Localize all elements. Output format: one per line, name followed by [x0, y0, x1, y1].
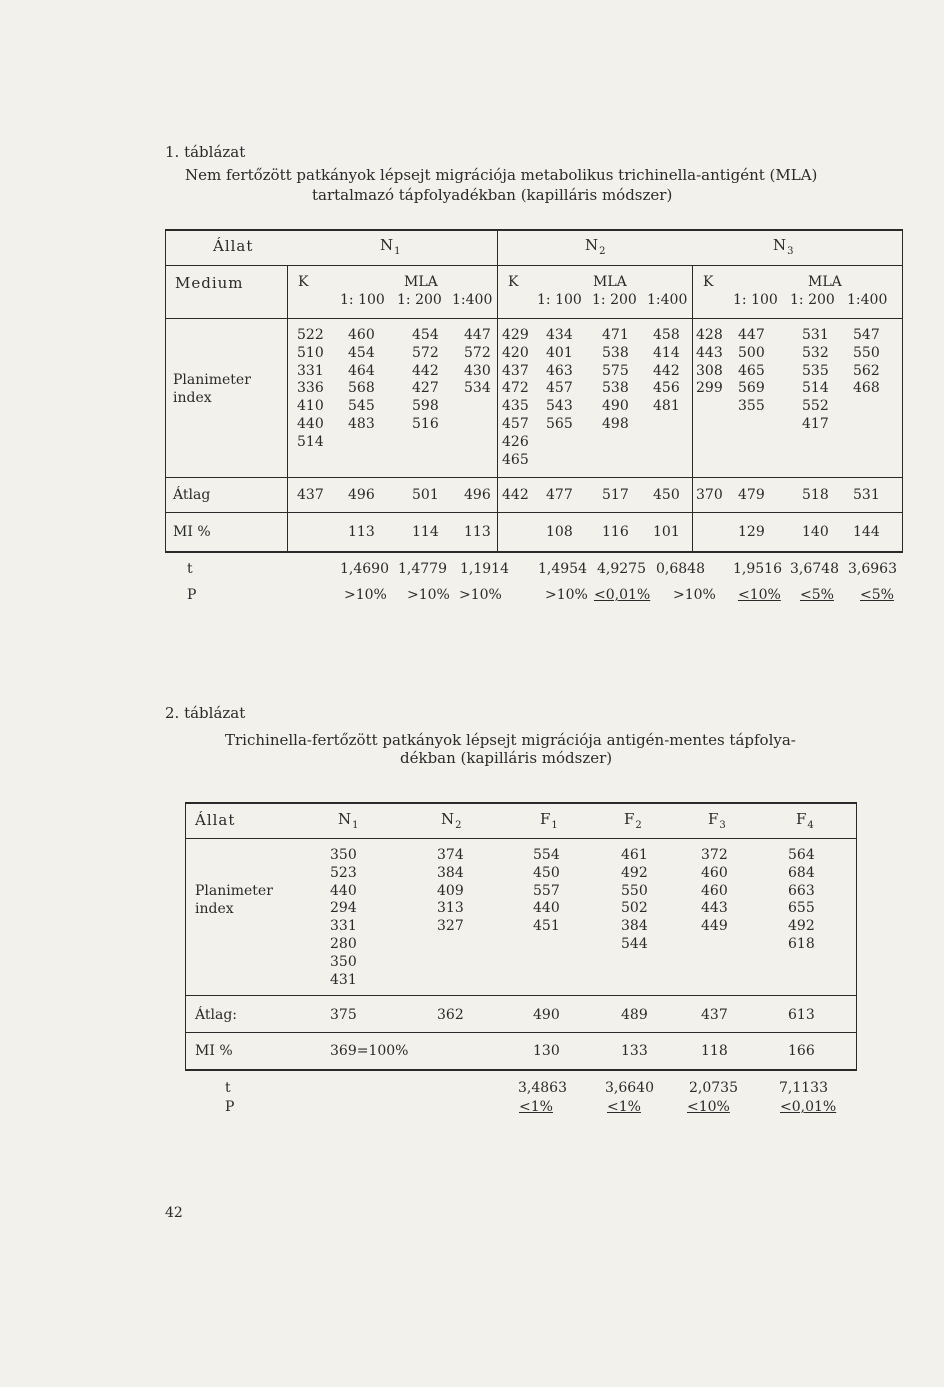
table1-t-cell: 3,6963 — [848, 561, 897, 577]
table2-left-border — [185, 802, 186, 1070]
table-cell: 280 — [330, 935, 357, 952]
table1-p-label: P — [187, 587, 197, 603]
table1-p-cell: >10% — [459, 587, 502, 603]
table1-dilution: 1: 200 — [790, 292, 835, 308]
table2-mi-label: MI % — [195, 1043, 233, 1059]
table1-mi-cell: 140 — [802, 524, 829, 540]
table1-t-cell: 0,6848 — [656, 561, 705, 577]
table-cell: 562 — [853, 362, 880, 379]
table-cell: 454 — [348, 344, 375, 361]
table-cell: 336 — [297, 380, 324, 397]
table-cell: 434 — [546, 327, 573, 343]
table2-row-label: index — [195, 901, 234, 917]
table1-atlag-cell: 501 — [412, 487, 439, 503]
table-cell: 384 — [437, 864, 464, 881]
table1-right-border — [902, 229, 903, 553]
table1-dilution: 1:400 — [452, 292, 493, 308]
table1-top-border — [165, 229, 903, 231]
table1-data-column — [546, 327, 573, 434]
table-cell: 431 — [330, 971, 357, 988]
table-cell: 564 — [788, 847, 815, 863]
table1-col-divider — [497, 229, 498, 553]
table2-atlag-cell: 437 — [701, 1007, 728, 1023]
table2-mi-cell: 130 — [533, 1043, 560, 1059]
table2-data-column — [701, 847, 728, 936]
table2-atlag-cell: 613 — [788, 1007, 815, 1023]
table-cell: 410 — [297, 398, 324, 415]
table-cell: 663 — [788, 882, 815, 899]
table2-group-header: $N_1$ — [338, 810, 360, 831]
table-cell: 544 — [621, 935, 648, 952]
table-cell: 492 — [788, 918, 815, 935]
table1-data-column — [602, 327, 629, 434]
table1-mla-header: MLA — [808, 274, 842, 290]
table2-title-line1: Trichinella-fertőzött patkányok lépsejt migrációja antigén-mentes tápfolya- — [225, 731, 796, 749]
table1-p-cell: >10% — [673, 587, 716, 603]
table2-p-cell: <1% — [607, 1099, 641, 1115]
table-cell: 372 — [701, 847, 728, 863]
table1-mla-header: MLA — [593, 274, 627, 290]
table-cell: 327 — [437, 918, 464, 935]
table1-atlag-cell: 517 — [602, 487, 629, 503]
table-cell: 313 — [437, 900, 464, 917]
table1-atlag-cell: 437 — [297, 487, 324, 503]
table1-medium-header: Medium — [175, 274, 244, 292]
table1-title-line1: Nem fertőzött patkányok lépsejt migrációja metabolikus trichinella-antigént (MLA) — [185, 166, 818, 184]
table-cell: 492 — [621, 864, 648, 881]
table1-mi-cell: 144 — [853, 524, 880, 540]
table1-row-label: Planimeter — [173, 372, 251, 388]
table2-mi-cell: 118 — [701, 1043, 728, 1059]
table-cell: 516 — [412, 415, 439, 432]
table-cell: 532 — [802, 344, 829, 361]
table-cell: 299 — [696, 380, 723, 397]
table-cell: 442 — [412, 362, 439, 379]
table-cell: 464 — [348, 362, 375, 379]
table-cell: 414 — [653, 344, 680, 361]
table1-mi-cell: 116 — [602, 524, 629, 540]
table-cell: 440 — [330, 882, 357, 899]
table-cell: 331 — [297, 362, 324, 379]
table1-t-cell: 4,9275 — [597, 561, 646, 577]
table1-rule — [165, 477, 903, 478]
table-cell: 514 — [802, 380, 829, 397]
table2-data-column — [437, 847, 464, 936]
table2-group-header: $F_1$ — [540, 810, 559, 831]
table1-col-divider — [287, 265, 288, 553]
table2-bottom-border — [185, 1069, 857, 1071]
table2-p-cell: <1% — [519, 1099, 553, 1115]
table-cell: 435 — [502, 398, 529, 415]
table2-t-cell: 3,4863 — [518, 1080, 567, 1096]
table1-t-cell: 1,9516 — [733, 561, 782, 577]
table-cell: 472 — [502, 380, 529, 397]
table1-atlag-cell: 479 — [738, 487, 765, 503]
table-cell: 483 — [348, 415, 375, 432]
table2-rule — [185, 995, 857, 996]
table-cell: 655 — [788, 900, 815, 917]
table1-p-cell: >10% — [545, 587, 588, 603]
table2-data-column — [788, 847, 815, 954]
table-cell: 426 — [502, 433, 529, 450]
table1-t-label: t — [187, 561, 193, 577]
table2-atlag-cell: 489 — [621, 1007, 648, 1023]
table1-atlag-cell: 518 — [802, 487, 829, 503]
table-cell: 572 — [412, 344, 439, 361]
table-cell: 460 — [701, 882, 728, 899]
table1-atlag-cell: 477 — [546, 487, 573, 503]
table1-bottom-border — [165, 551, 903, 553]
table2-t-cell: 7,1133 — [779, 1080, 828, 1096]
table-cell: 569 — [738, 380, 765, 397]
table1-atlag-cell: 370 — [696, 487, 723, 503]
table2-group-header: $F_4$ — [796, 810, 815, 831]
table-cell: 447 — [738, 327, 765, 343]
table-cell: 451 — [533, 918, 560, 935]
table-cell: 447 — [464, 327, 491, 343]
table-cell: 294 — [330, 900, 357, 917]
table1-label: 1. táblázat — [165, 143, 246, 161]
table1-atlag-cell: 496 — [348, 487, 375, 503]
table-cell: 460 — [701, 864, 728, 881]
table2-mi-cell: 166 — [788, 1043, 815, 1059]
table-cell: 565 — [546, 415, 573, 432]
table-cell: 471 — [602, 327, 629, 343]
table2-p-cell: <10% — [687, 1099, 730, 1115]
table1-allat-header: Állat — [213, 237, 254, 255]
table-cell: 545 — [348, 398, 375, 415]
table-cell: 498 — [602, 415, 629, 432]
table2-group-header: $F_3$ — [708, 810, 727, 831]
table-cell: 557 — [533, 882, 560, 899]
table1-group-header: $N_1$ — [380, 236, 402, 257]
table1-mi-label: MI % — [173, 524, 211, 540]
table2-mi-cell: 369=100% — [330, 1043, 409, 1059]
table2-rule — [185, 838, 857, 839]
table1-group-header: $N_2$ — [585, 236, 607, 257]
table-cell: 428 — [696, 327, 723, 343]
table1-t-cell: 1,1914 — [460, 561, 509, 577]
table1-data-column — [502, 327, 529, 469]
table-cell: 481 — [653, 398, 680, 415]
table1-col-divider — [692, 265, 693, 553]
table2-atlag-cell: 490 — [533, 1007, 560, 1023]
table1-t-cell: 1,4690 — [340, 561, 389, 577]
table2-top-border — [185, 802, 857, 804]
table-cell: 355 — [738, 398, 765, 415]
table-cell: 457 — [546, 380, 573, 397]
table1-group-header: $N_3$ — [773, 236, 795, 257]
table-cell: 538 — [602, 344, 629, 361]
table-cell: 409 — [437, 882, 464, 899]
table-cell: 502 — [621, 900, 648, 917]
table2-atlag-cell: 375 — [330, 1007, 357, 1023]
table1-row-label: index — [173, 390, 212, 406]
table1-p-cell: <5% — [800, 587, 834, 603]
table1-title-line2: tartalmazó tápfolyadékban (kapilláris módszer) — [312, 186, 673, 204]
table1-mi-cell: 108 — [546, 524, 573, 540]
table-cell: 531 — [802, 327, 829, 343]
table1-mi-cell: 113 — [464, 524, 491, 540]
table1-p-cell: <10% — [738, 587, 781, 603]
table-cell: 442 — [653, 362, 680, 379]
table2-t-cell: 3,6640 — [605, 1080, 654, 1096]
table1-data-column — [653, 327, 680, 416]
table-cell: 454 — [412, 327, 439, 343]
table1-data-column — [297, 327, 324, 452]
table1-data-column — [464, 327, 491, 398]
table1-mi-cell: 101 — [653, 524, 680, 540]
table-cell: 374 — [437, 847, 464, 863]
table1-p-cell: <0,01% — [594, 587, 651, 603]
table1-rule — [165, 265, 903, 266]
table-cell: 552 — [802, 398, 829, 415]
table-cell: 618 — [788, 935, 815, 952]
table-cell: 450 — [533, 864, 560, 881]
table2-mi-cell: 133 — [621, 1043, 648, 1059]
table-cell: 598 — [412, 398, 439, 415]
table1-dilution: 1: 100 — [537, 292, 582, 308]
table1-dilution: 1: 200 — [397, 292, 442, 308]
table2-p-cell: <0,01% — [780, 1099, 837, 1115]
table-cell: 331 — [330, 918, 357, 935]
table-cell: 437 — [502, 362, 529, 379]
table2-right-border — [856, 802, 857, 1070]
table2-atlag-cell: 362 — [437, 1007, 464, 1023]
table1-data-column — [412, 327, 439, 434]
table2-atlag-label: Átlag: — [195, 1007, 237, 1023]
table1-data-column — [738, 327, 765, 416]
table1-data-column — [696, 327, 723, 398]
table-cell: 510 — [297, 344, 324, 361]
table2-data-column — [330, 847, 357, 989]
table-cell: 523 — [330, 864, 357, 881]
table2-group-header: $N_2$ — [441, 810, 463, 831]
table-cell: 443 — [701, 900, 728, 917]
table-cell: 568 — [348, 380, 375, 397]
table1-dilution: 1: 200 — [592, 292, 637, 308]
table1-dilution: 1:400 — [847, 292, 888, 308]
table1-atlag-cell: 442 — [502, 487, 529, 503]
table-cell: 417 — [802, 415, 829, 432]
table1-p-cell: <5% — [860, 587, 894, 603]
table1-t-cell: 1,4779 — [398, 561, 447, 577]
table1-dilution: 1: 100 — [340, 292, 385, 308]
table2-row-label: Planimeter — [195, 883, 273, 899]
table-cell: 350 — [330, 847, 357, 863]
table-cell: 543 — [546, 398, 573, 415]
table-cell: 401 — [546, 344, 573, 361]
table1-atlag-cell: 531 — [853, 487, 880, 503]
table-cell: 572 — [464, 344, 491, 361]
table-cell: 440 — [533, 900, 560, 917]
table-cell: 461 — [621, 847, 648, 863]
table-cell: 514 — [297, 433, 324, 450]
table2-title-line2: dékban (kapilláris módszer) — [400, 749, 613, 767]
table-cell: 534 — [464, 380, 491, 397]
table2-data-column — [621, 847, 648, 954]
table2-label: 2. táblázat — [165, 704, 246, 722]
table-cell: 554 — [533, 847, 560, 863]
table1-data-column — [802, 327, 829, 434]
table1-dilution: 1: 100 — [733, 292, 778, 308]
table-cell: 350 — [330, 953, 357, 970]
table-cell: 465 — [502, 451, 529, 468]
table-cell: 427 — [412, 380, 439, 397]
table-cell: 458 — [653, 327, 680, 343]
table-cell: 308 — [696, 362, 723, 379]
table-cell: 684 — [788, 864, 815, 881]
table-cell: 420 — [502, 344, 529, 361]
table1-atlag-label: Átlag — [173, 487, 211, 503]
table-cell: 384 — [621, 918, 648, 935]
table1-atlag-cell: 496 — [464, 487, 491, 503]
table-cell: 547 — [853, 327, 880, 343]
table-cell: 456 — [653, 380, 680, 397]
table-cell: 575 — [602, 362, 629, 379]
table-cell: 468 — [853, 380, 880, 397]
table-cell: 535 — [802, 362, 829, 379]
table1-mi-cell: 129 — [738, 524, 765, 540]
table2-t-cell: 2,0735 — [689, 1080, 738, 1096]
table-cell: 522 — [297, 327, 324, 343]
table1-dilution: 1:400 — [647, 292, 688, 308]
table2-p-label: P — [225, 1099, 235, 1115]
table1-rule — [165, 318, 903, 319]
table1-data-column — [853, 327, 880, 398]
table1-p-cell: >10% — [407, 587, 450, 603]
table-cell: 429 — [502, 327, 529, 343]
table-cell: 550 — [621, 882, 648, 899]
table-cell: 500 — [738, 344, 765, 361]
table1-mi-cell: 113 — [348, 524, 375, 540]
table1-k-header: K — [703, 274, 714, 290]
table1-rule — [165, 512, 903, 513]
table-cell: 465 — [738, 362, 765, 379]
table-cell: 460 — [348, 327, 375, 343]
table2-data-column — [533, 847, 560, 936]
table-cell: 550 — [853, 344, 880, 361]
table1-t-cell: 1,4954 — [538, 561, 587, 577]
table1-atlag-cell: 450 — [653, 487, 680, 503]
table1-mla-header: MLA — [404, 274, 438, 290]
table-cell: 457 — [502, 415, 529, 432]
table-cell: 490 — [602, 398, 629, 415]
table-cell: 449 — [701, 918, 728, 935]
table1-k-header: K — [508, 274, 519, 290]
table1-left-border — [165, 229, 166, 553]
table2-rule — [185, 1032, 857, 1033]
table1-mi-cell: 114 — [412, 524, 439, 540]
table2-group-header: $F_2$ — [624, 810, 643, 831]
page-number: 42 — [165, 1205, 183, 1221]
table2-allat-header: Állat — [195, 811, 236, 829]
table-cell: 430 — [464, 362, 491, 379]
table2-t-label: t — [225, 1080, 231, 1096]
table1-data-column — [348, 327, 375, 434]
table-cell: 440 — [297, 415, 324, 432]
table1-p-cell: >10% — [344, 587, 387, 603]
table1-t-cell: 3,6748 — [790, 561, 839, 577]
table-cell: 463 — [546, 362, 573, 379]
table-cell: 443 — [696, 344, 723, 361]
table-cell: 538 — [602, 380, 629, 397]
table1-k-header: K — [298, 274, 309, 290]
